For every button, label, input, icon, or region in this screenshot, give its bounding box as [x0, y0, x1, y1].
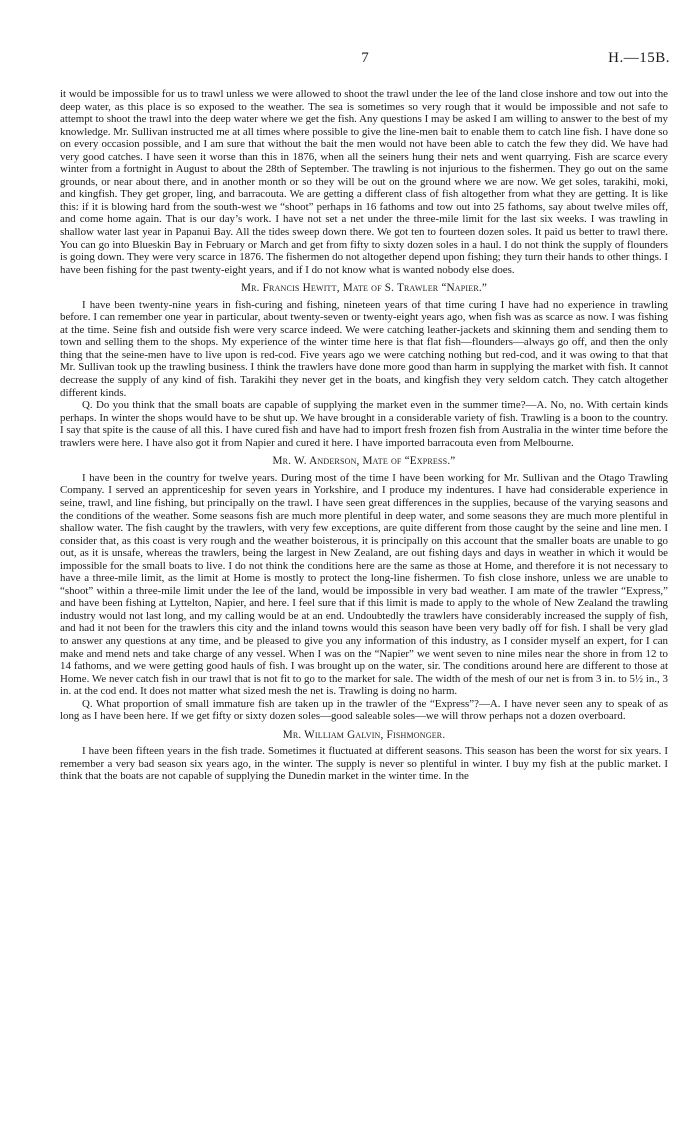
- page-header: [60, 50, 670, 74]
- witness-heading: Mr. William Galvin, Fishmonger.: [282, 728, 446, 741]
- section-hewitt-testimony: [60, 282, 668, 449]
- paragraph: I have been fifteen years in the fish trade. Sometimes it fluctuated at different seasons. This season has been the worst for six years. I remember a very bad season six years ago, in the winter. The supply is never so plentiful in winter. I buy my fish at the public market. I think that the boats are not capable of supplying the Dunedin market in the winter time. In the: [60, 745, 668, 783]
- paragraph: Q. Do you think that the small boats are capable of supplying the market even in the summer time?—A. No, no. With certain kinds perhaps. In winter the shops would have to be shut up. We have brought in a considerable variety of fish. Trawling is a boon to the country. I say that spite is the cause of all this. I have cured fish and have had to import fresh frozen fish from Australia in the winter time before the trawlers were here. I have also got it from Napier and cured it here. I have imported barracouta even from Melbourne.: [60, 399, 668, 449]
- paragraph: I have been in the country for twelve years. During most of the time I have been working for Mr. Sullivan and the Otago Trawling Company. I served an apprenticeship for seven years in Yorkshire, and I produce my indentures. I have had considerable experience in seine, trawl, and line fishing, but principally on the trawl. I have seen great differences in the supplies, because of the varying seasons and the conditions of the weather. Some seasons fish are much more plentiful in deep water, and some seasons they are much more plentiful in shallow water. The fish caught by the trawlers, with very few exceptions, are quite different from those caught by the seine and line men. I consider that, as this coast is very rough and the weather boisterous, it is principally on this account that the smaller boats are unable to go out, as it is unsafe, whereas the trawlers, being the largest in New Zealand, are out fishing days and days in weather in which it would be impossible for the small boats to live. I do not think the conditions here are the same as those at Home, and therefore it is not necessary to have a three-mile limit, as the limit at Home is mostly to protect the long-line fishermen. To fish close inshore, unless we are unable to “shoot” within a three-mile limit under the lee of the land, would be impossible in very bad weather. I am mate of the trawler “Express,” and have been fishing at Lyttelton, Napier, and here. I feel sure that if this limit is made to apply to the whole of New Zealand the trawling industry would not last long, and my calling would be at an end. Undoubtedly the trawlers have considerably increased the supply of fish, and had it not been for the trawlers this city and the inland towns would this season have been very badly off for fish. I shall be very glad to answer any questions at any time, and be pleased to give you any information of this industry, as I consider myself an expert, for I can make and mend nets and take charge of any vessel. When I was on the “Napier” we went seven to nine miles near the shore in from 12 to 14 fathoms, and we were getting good hauls of fish. I was brought up on the water, sir. The conditions around here are different to those at Home. We never catch fish in our trawl that is not fit to go to the market for sale. The width of the mesh of our net is from 3 in. to 5½ in., 3 in. at the cod end. It does not matter what sized mesh the net is. Trawling is doing no harm.: [60, 471, 668, 698]
- section-continuation: [60, 88, 668, 276]
- paragraph: it would be impossible for us to trawl unless we were allowed to shoot the trawl under the lee of the land close inshore and tow out into the deep water, as this place is so exposed to the weather. The sea is sometimes so very rough that it would be impossible and not safe to attempt to shoot the trawl into the deep water where we get the fish. Any questions I may be asked I am willing to answer to the best of my knowledge. Mr. Sullivan instructed me at all times where possible to give the line-men bait to enable them to catch line fish. I have done so on every occasion possible, and I am sure that without the bait the men would not have been able to catch the few they did. We have had very good catches. I have seen it worse than this in 1876, when all the seiners hung their nets and went quarrying. Fish are scarce every winter from a fortnight in August to about the 28th of September. The trawling is not injurious to the fishermen. They go out on the same grounds, or near about there, and in another month or so they will be out on the ground where we are now. We get soles, tarakihi, moki, and kingfish. They get groper, ling, and barracouta. We are getting a different class of fish altogether from what they are getting. It is like this: if it is blowing hard from the south-west we “shoot” perhaps in 16 fathoms and tow out into 25 fathoms, say about twelve miles off, and come home again. That is our day’s work. I have not set a net under the three-mile limit for the last six weeks. I was trawling in shallow water last year in Papanui Bay. All the tides sweep down there. We got ten to fourteen dozen soles. It paid us better to trawl there. You can go into Blueskin Bay in February or March and get from fifty to sixty dozen soles in a haul. I do not think the supply of flounders is going down. They were very scarce in 1876. The fishermen do not altogether depend upon fishing; they turn their hands to other things. I have been fishing for the past twenty-eight years, and if I do not know what is wanted nobody else does.: [60, 88, 668, 276]
- page-number: 7: [361, 50, 369, 66]
- paragraph: I have been twenty-nine years in fish-curing and fishing, nineteen years of that time curing I have had no experience in trawling before. I can remember one year in particular, about twenty-seven or twenty-eight years ago, when fish was as scarce as now. I was fishing at the time. Seine fish and outside fish were very scarce indeed. We were catching leather-jackets and skinning them and sending them to town and selling them to the shops. My experience of the winter time here is that flat fish—flounders—always go off, and then the only thing that the seine-men have to live upon is red-cod. Five years ago we were catching nothing but red-cod, and it was owing to that that Mr. Sullivan took up the trawling business. I think the trawlers have done more good than harm in supplying the market with fish. It cannot decrease the supply of any kind of fish. Tarakihi they never get in the boats, and kingfish they very seldom catch. They catch altogether different kinds.: [60, 298, 668, 399]
- witness-heading: Mr. W. Anderson, Mate of “Express.”: [272, 455, 456, 468]
- document-body: [60, 88, 668, 783]
- section-galvin-testimony: [60, 729, 668, 783]
- section-anderson-testimony: [60, 455, 668, 722]
- witness-heading: Mr. Francis Hewitt, Mate of S. Trawler “Napier.”: [240, 282, 488, 295]
- paragraph: Q. What proportion of small immature fish are taken up in the trawler of the “Express”?—A. I have never seen any to speak of as long as I have been here. If we get fifty or sixty dozen soles—good saleable soles—we will throw perhaps not a dozen overboard.: [60, 697, 668, 723]
- document-reference: H.—15B.: [608, 50, 670, 66]
